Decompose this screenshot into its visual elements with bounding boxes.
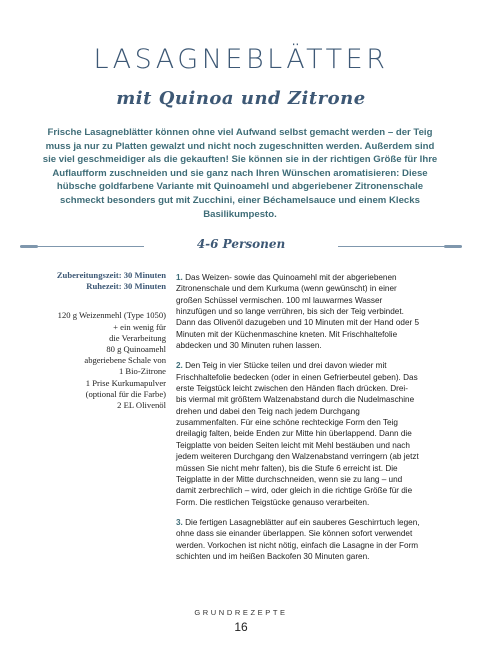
recipe-title: LASAGNEBLÄTTER [93, 44, 389, 75]
ingredient-line: die Verarbeitung [109, 332, 166, 343]
ingredient-line: abgeriebene Schale von [84, 355, 166, 366]
servings-label: 4-6 Personen [196, 237, 286, 251]
page-number: 16 [234, 620, 248, 634]
steps-column [176, 272, 420, 571]
ingredient-line: 120 g Weizenmehl (Type 1050) [57, 310, 166, 321]
ingredient-line: (optional für die Farbe) [85, 388, 166, 399]
step-1 [176, 272, 420, 351]
ingredient-line: 1 Bio-Zitrone [118, 366, 166, 377]
ingredient-line: 1 Prise Kurkumapulver [85, 377, 166, 388]
divider-rule-right [338, 246, 462, 247]
step-3 [176, 517, 420, 562]
step-text: Die fertigen Lasagneblätter auf ein sauberes Geschirrtuch legen, ohne dass sie einander überlappen. Sie können sofort verwendet werden. Vorkochen ist nicht nötig, einfach die Lasagne in der Form schichten und im heißen Backofen 30 Minuten garen. [176, 517, 420, 561]
step-number: 1. [176, 273, 183, 282]
servings-divider [20, 238, 462, 254]
ingredient-line: 80 g Quinoamehl [106, 344, 166, 355]
intro-paragraph: Frische Lasagneblätter können ohne viel Aufwand selbst gemacht werden – der Teig muss ja nur zu Platten gewalzt und nicht noch zugeschnitten werden. Außerdem sind sie viel geschmeidiger als die gekauften! Sie können sie in der richtigen Größe für Ihre Auflaufform zuschneiden und sie ganz nach Ihren Wünschen aromatisieren: Diese hübsche goldfarbene Variante mit Quinoamehl und abgeriebener Zitronenschale schmeckt besonders gut mit Zucchini, einer Béchamelsauce und einem Klecks Basilikumpesto. [42, 127, 438, 220]
step-number: 2. [176, 361, 183, 371]
ingredient-line: 2 EL Olivenöl [117, 400, 166, 411]
step-2 [176, 360, 420, 507]
rest-time: Ruhezeit: 30 Minuten [86, 281, 166, 292]
ingredient-line: + ein wenig für [113, 321, 166, 332]
step-text: Das Weizen- sowie das Quinoamehl mit der abgeriebenen Zitronenschale und dem Kurkuma (wenn gewünscht) in einer großen Schüssel vermischen. 100 ml lauwarmes Wasser hinzufügen und so lange verrühren, bis sich der Teig verbindet. Dann das Olivenöl dazugeben und 10 Minuten mit der Hand oder 5 Minuten mit der Küchenmaschine kneten. Mit Frischhaltefolie abdecken und 30 Minuten ruhen lassen. [176, 273, 420, 351]
ingredients-column [24, 270, 166, 411]
recipe-subtitle: mit Quinoa und Zitrone [116, 88, 366, 109]
step-number: 3. [176, 517, 183, 527]
step-text: Den Teig in vier Stücke teilen und drei davon wieder mit Frischhaltefolie bedecken (oder in einen Gefrierbeutel geben). Das erste Teigstück leicht zwischen den Händen flach drücken. Drei- bis viermal mit größtem Walzenabstand durch die Nudelmaschine drehen und dabei den Teig nach jedem Durchgang zusammenfalten. Für eine schöne rechteckige Form den Teig dreilagig falten, beide Enden zur Mitte hin überlappend. Dann die Teigplatte von beiden Seiten leicht mit Mehl bestäuben und nach jedem weiteren Durchgang den Walzenabstand verringern (ab jetzt müssen Sie nicht mehr falten), bis die Stufe 6 erreicht ist. Die Teigplatte in der Mitte durchschneiden, wenn sie zu lang – und damit zerbrechlich – wird, oder gleich in die richtige Größe für die Form. Die restlichen Teigstücke genauso verarbeiten. [176, 361, 419, 507]
section-label: GRUNDREZEPTE [194, 608, 288, 617]
prep-time: Zubereitungszeit: 30 Minuten [56, 270, 166, 280]
